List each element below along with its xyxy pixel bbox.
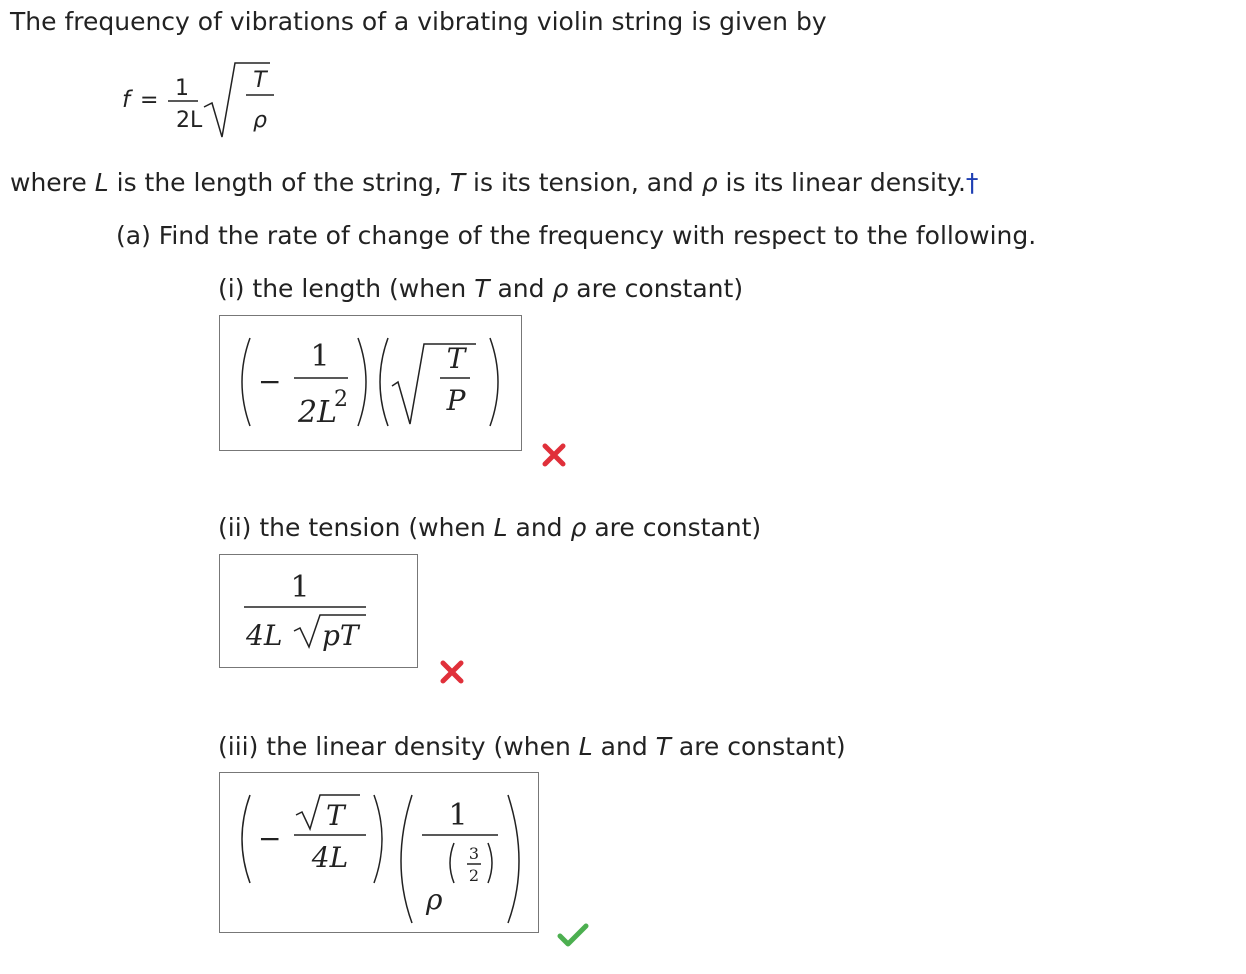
answer-box-ii[interactable]	[219, 554, 418, 668]
answer-iii-base: ρ	[426, 883, 443, 916]
paren-open-2	[401, 795, 412, 923]
formula-root-num: T	[253, 68, 267, 93]
answer-iii-exp-num: 3	[468, 844, 480, 863]
answer-ii-den-pre: 4L	[246, 619, 283, 652]
part-iii-prompt: (iii) the linear density (when L and T are constant)	[218, 732, 846, 761]
where-text: where L is the length of the string, T is its tension, and ρ is its linear density.†	[10, 168, 979, 197]
answer-iii-minus: −	[258, 822, 282, 855]
answer-ii-num: 1	[290, 570, 310, 605]
footnote-dagger-link[interactable]: †	[965, 168, 979, 197]
main-formula	[118, 55, 288, 145]
answer-iii-den: 4L	[311, 841, 349, 874]
check-mark-icon	[556, 922, 590, 952]
formula-lhs: f	[122, 87, 131, 113]
paren-close-1	[374, 795, 382, 883]
answer-iii-exp-den: 2	[468, 866, 480, 885]
answer-i-root-den: P	[446, 384, 466, 417]
answer-i-root-num: T	[446, 342, 466, 375]
answer-i-num: 1	[310, 339, 330, 374]
formula-den: 2L	[176, 108, 203, 133]
answer-iii-num-root: T	[326, 799, 345, 832]
x-mark-icon	[541, 442, 567, 472]
paren-open-2	[380, 338, 388, 426]
formula-root-den: ρ	[253, 108, 267, 133]
part-a-prompt: (a) Find the rate of change of the frequency with respect to the following.	[116, 221, 1037, 250]
paren-close-1	[358, 338, 366, 426]
paren-open-1	[242, 795, 250, 883]
answer-iii-num2: 1	[448, 798, 468, 833]
formula-equals: =	[140, 88, 159, 113]
answer-i-den: 2L	[298, 395, 338, 430]
x-mark-icon	[439, 659, 465, 689]
answer-ii-den-root: pT	[322, 619, 359, 652]
exp-paren-close	[488, 843, 492, 883]
formula-num: 1	[175, 76, 189, 101]
part-ii-prompt: (ii) the tension (when L and ρ are constant)	[218, 513, 762, 542]
answer-box-iii[interactable]	[219, 772, 539, 933]
intro-text: The frequency of vibrations of a vibrating violin string is given by	[10, 7, 827, 36]
paren-open-1	[242, 338, 250, 426]
exp-paren-open	[450, 843, 454, 883]
paren-close-2	[490, 338, 498, 426]
answer-i-den-exp: 2	[334, 387, 348, 412]
paren-close-2	[508, 795, 519, 923]
answer-box-i[interactable]	[219, 315, 522, 451]
answer-i-minus: −	[258, 365, 282, 398]
part-i-prompt: (i) the length (when T and ρ are constant)	[218, 274, 744, 303]
